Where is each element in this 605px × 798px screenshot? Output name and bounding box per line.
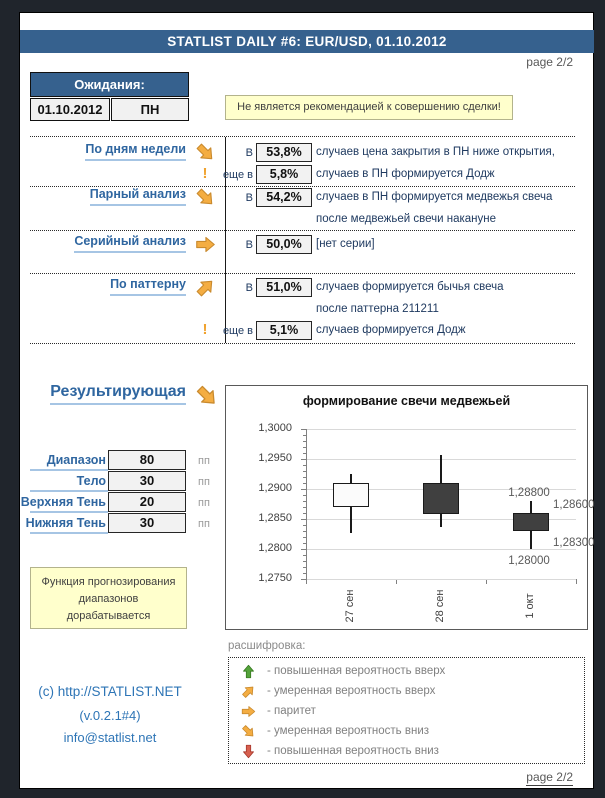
down-right-arrow-icon [190,379,224,413]
y-axis [306,429,307,579]
param-name: Верхняя Тень [20,495,106,509]
y-tick-label: 1,2800 [258,542,292,554]
x-axis-label: 28 сен [434,589,446,623]
param-value: 30 [108,471,186,491]
page-number-top: page 2/2 [526,55,573,69]
x-axis-label: 27 сен [344,589,356,623]
probability-desc: случаев в ПН формируется медвежья свеча [316,191,553,203]
legend-item [229,661,584,681]
report-title: STATLIST DAILY #6: EUR/USD, 01.10.2012 [167,34,447,49]
candle-point-label: 1,28800 [508,487,550,499]
legend-item-label: - паритет [267,705,316,717]
param-value: 20 [108,492,186,512]
up-arrow-icon [241,664,256,679]
chart-title: формирование свечи медвежьей [302,394,511,408]
legend-icon-slot [240,703,256,719]
result-arrow-slot [194,383,220,409]
legend-item-label: - повышенная вероятность вверх [267,665,446,677]
down-right-arrow-icon [237,720,258,741]
probability-value: 5,1% [256,321,312,340]
param-unit: пп [198,476,210,488]
prefix-text: В [245,239,253,251]
param-unit: пп [198,518,210,530]
y-axis-major-tick [301,459,307,460]
expectations-header: Ожидания: [30,72,189,97]
legend-item-label: - умеренная вероятность вниз [267,725,430,737]
candle-body [333,483,369,507]
legend-item [229,701,584,721]
param-value: 30 [108,513,186,533]
param-name: Диапазон [46,453,106,467]
disclaimer-note: Не является рекомендацией к совершению сделки! [225,95,513,120]
y-tick-label: 1,2900 [258,482,292,494]
y-axis-major-tick [301,489,307,490]
prefix-text: В [245,192,253,204]
prefix-text: В [245,282,253,294]
pattern-arrow-slot [194,276,216,298]
candle-body [423,483,459,514]
legend-icon-slot [240,683,256,699]
y-axis-major-tick [301,549,307,550]
probability-value: 5,8% [256,165,312,184]
legend-item-label: - повышенная вероятность вниз [267,745,439,757]
section-label-pattern: По паттерну [110,277,186,291]
param-name: Нижняя Тень [25,516,106,530]
legend-icon-slot [240,723,256,739]
param-underline [30,532,108,534]
divider-dotted [30,136,575,137]
expectations-date: 01.10.2012 [30,98,110,121]
section-label-weekday: По дням недели [85,142,186,156]
y-axis-major-tick [301,429,307,430]
divider-dotted [30,343,575,344]
probability-value: 50,0% [256,235,312,254]
prefix-text: В [245,147,253,159]
probability-desc: [нет серии] [316,238,375,250]
probability-value: 54,2% [256,188,312,207]
y-tick-label: 1,2850 [258,512,292,524]
probability-desc: случаев формируется Додж [316,324,466,336]
param-unit: пп [198,455,210,467]
up-right-arrow-icon [190,272,220,302]
legend-item [229,741,584,761]
y-axis-major-tick [301,579,307,580]
down-arrow-icon [241,744,256,759]
down-right-arrow-icon [190,182,220,212]
site-link[interactable]: (c) http://STATLIST.NET [38,684,182,699]
legend-icon-slot [240,743,256,759]
probability-desc-line2: после паттерна 211211 [316,303,439,315]
right-arrow-icon [195,234,216,255]
divider-dotted [30,230,575,231]
y-tick-label: 1,3000 [258,422,292,434]
prefix-text: еще в [222,325,253,337]
gridline [307,549,576,550]
candle-point-label: 1,28300 [553,537,595,549]
right-arrow-icon [241,704,256,719]
probability-desc: случаев в ПН формируется Додж [316,168,495,180]
candle-point-label: 1,28600 [553,499,595,511]
legend-item [229,721,584,741]
gridline [307,429,576,430]
legend-icon-slot [240,663,256,679]
pair-arrow-slot [194,186,216,208]
param-value: 80 [108,450,186,470]
legend-item [229,681,584,701]
report-title-bar [20,30,594,53]
section-label-pair: Парный анализ [90,187,186,201]
param-underline [30,469,108,471]
probability-value: 51,0% [256,278,312,297]
legend-box [228,657,585,764]
prefix-text: еще в [222,169,253,181]
y-axis-major-tick [301,519,307,520]
x-axis-label: 1 окт [524,593,536,619]
y-tick-label: 1,2950 [258,452,292,464]
gridline [307,579,576,580]
serial-arrow-slot [194,233,216,255]
candle-body [513,513,549,531]
section-label-serial: Серийный анализ [74,234,186,248]
param-unit: пп [198,497,210,509]
exclamation-icon: ! [202,321,208,338]
candle-point-label: 1,28000 [508,555,550,567]
up-right-arrow-icon [237,680,258,701]
expectations-weekday: ПН [111,98,189,121]
probability-value: 53,8% [256,143,312,162]
weekday-arrow-slot [194,141,216,163]
page-number-bottom: page 2/2 [526,770,573,784]
param-underline [30,490,108,492]
probability-desc: случаев цена закрытия в ПН ниже открытия, [316,146,555,158]
forecast-function-note: Функция прогнозирования диапазонов дорабатывается [30,567,187,629]
email-link[interactable]: info@statlist.net [63,730,157,745]
y-tick-label: 1,2750 [258,572,292,584]
param-underline [30,511,108,513]
divider-dotted [30,273,575,274]
divider-vertical [225,137,226,343]
param-name: Тело [76,474,106,488]
probability-desc: случаев формируется бычья свеча [316,281,504,293]
legend-title: расшифровка: [228,640,306,652]
down-right-arrow-icon [190,137,220,167]
legend-item-label: - умеренная вероятность вверх [267,685,436,697]
result-title: Результирующая [50,383,186,401]
x-axis-tick [576,579,577,584]
exclamation-icon: ! [202,165,208,182]
candlestick-chart [225,385,595,630]
version-label: (v.0.2.1#4) [79,708,141,723]
probability-desc-line2: после медвежьей свечи накануне [316,213,497,225]
